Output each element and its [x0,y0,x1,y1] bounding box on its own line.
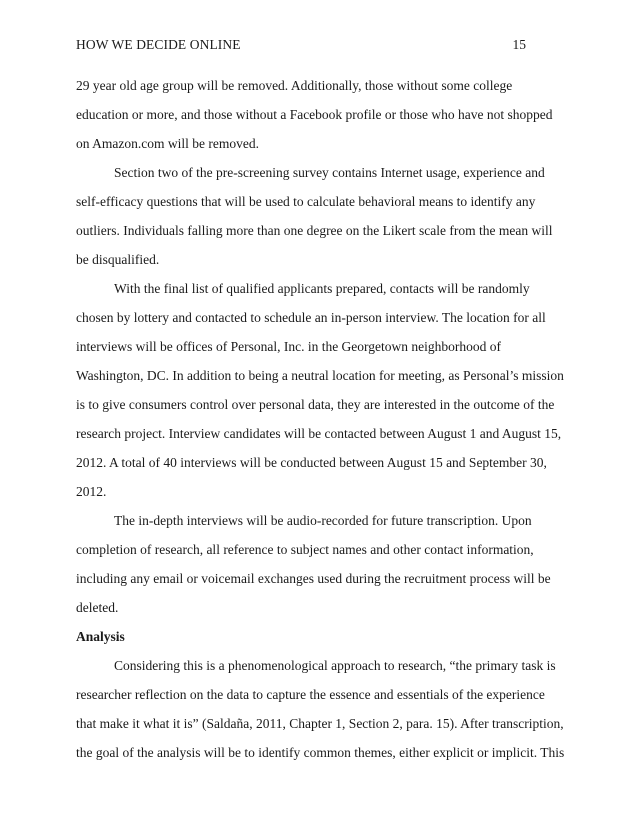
paragraph-pre-screening: Section two of the pre-screening survey contains Internet usage, experience and self-efficacy questions that will be used to calculate behavioral means to identify any outliers. Individuals falling more than one degree on the Likert scale from the mean will be disqualified. [76,165,553,267]
running-head-title: HOW WE DECIDE ONLINE [76,37,241,52]
paragraph-interviews: The in-depth interviews will be audio-recorded for future transcription. Upon completion of research, all reference to subject names and other contact information, including any email or voicemail exchanges used during the recruitment process will be deleted. [76,513,551,615]
paragraph-analysis: Considering this is a phenomenological approach to research, “the primary task is researcher reflection on the data to capture the essence and essentials of the experience that make it what it is” (Saldaña, 2011, Chapter 1, Section 2, para. 15). After transcription, the goal of the analysis will be to identify common themes, either explicit or implicit. This [76,658,565,760]
page-number: 15 [512,37,526,52]
body-text [76,71,565,767]
section-heading-analysis: Analysis [76,629,125,644]
paragraph-recruitment: With the final list of qualified applicants prepared, contacts will be randomly chosen by lottery and contacted to schedule an in-person interview. The location for all interviews will be offices of Personal, Inc. in the Georgetown neighborhood of Washington, DC. In addition to being a neutral location for meeting, as Personal’s mission is to give consumers control over personal data, they are interested in the outcome of the research project. Interview candidates will be contacted between August 1 and August 15, 2012. A total of 40 interviews will be conducted between August 15 and September 30, 2012. [76,281,564,499]
paragraph-continued: 29 year old age group will be removed. Additionally, those without some college education or more, and those without a Facebook profile or those who have not shopped on Amazon.com will be removed. [76,78,553,151]
